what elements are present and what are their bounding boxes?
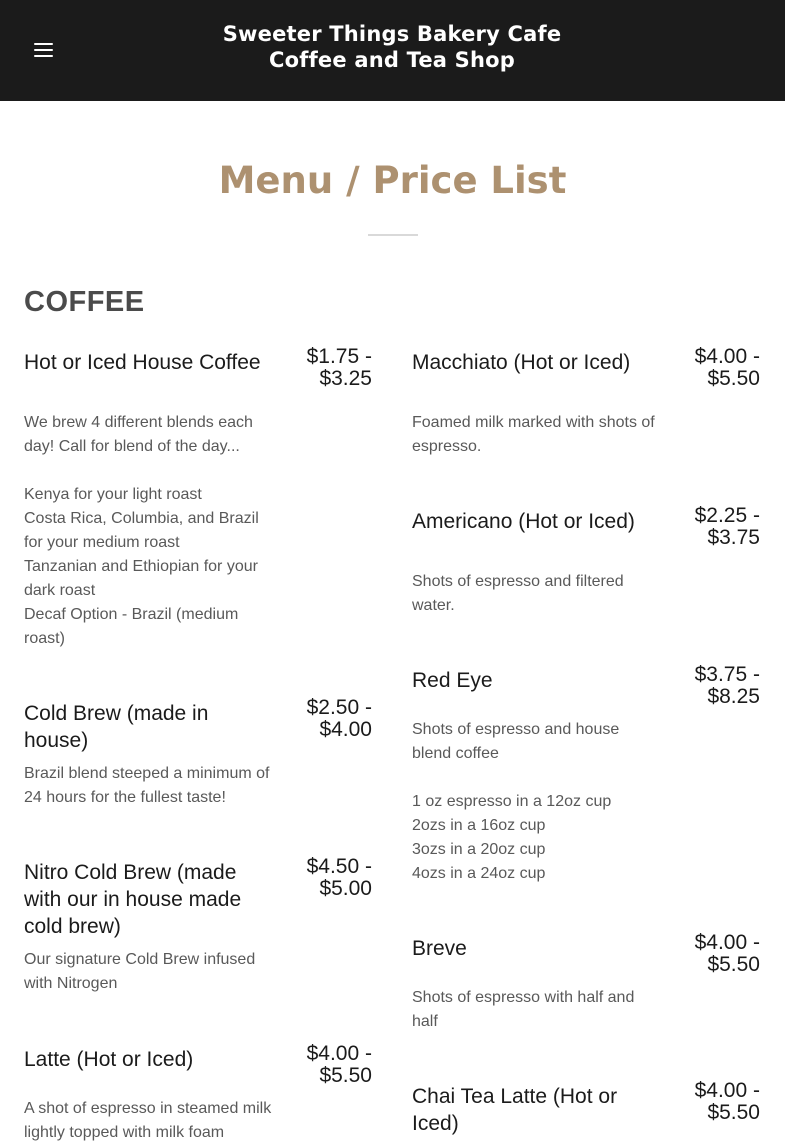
top-navigation-bar bbox=[0, 0, 785, 101]
price-line: $5.50 bbox=[319, 1064, 372, 1087]
menu-item-name: Red Eye bbox=[412, 669, 493, 692]
menu-item-name: Macchiato (Hot or Iced) bbox=[412, 351, 631, 374]
section-title-coffee: COFFEE bbox=[24, 286, 145, 318]
price-line: $5.00 bbox=[319, 877, 372, 900]
menu-item-description bbox=[24, 948, 274, 996]
price-line: $5.50 bbox=[707, 367, 760, 390]
menu-item-name: Cold Brew (made in house) bbox=[24, 702, 209, 752]
desc-line: Our signature Cold Brew infused with Nitrogen bbox=[24, 951, 256, 992]
menu-item-name: Americano (Hot or Iced) bbox=[412, 510, 635, 533]
price-line: $4.00 - bbox=[694, 931, 760, 954]
desc-line: Shots of espresso and house blend coffee bbox=[412, 721, 620, 762]
title-divider bbox=[368, 234, 418, 236]
menu-item-name: Nitro Cold Brew (made with our in house made cold brew) bbox=[24, 861, 242, 938]
menu-item-price bbox=[640, 505, 760, 549]
menu-item-description bbox=[412, 570, 662, 618]
menu-item-name: Breve bbox=[412, 937, 467, 960]
menu-item-price bbox=[252, 697, 372, 741]
page-title: Menu / Price List bbox=[218, 159, 567, 202]
desc-line: 3ozs in a 20oz cup bbox=[412, 841, 546, 858]
desc-line: 4ozs in a 24oz cup bbox=[412, 865, 546, 882]
price-line: $5.50 bbox=[707, 1101, 760, 1124]
menu-item-description bbox=[24, 1097, 274, 1145]
desc-gap bbox=[412, 766, 662, 790]
desc-line: Foamed milk marked with shots of espresso. bbox=[412, 414, 655, 455]
desc-line: We brew 4 different blends each day! Call for blend of the day... bbox=[24, 414, 253, 455]
price-line: $4.00 - bbox=[694, 1079, 760, 1102]
price-line: $3.25 bbox=[319, 367, 372, 390]
menu-item-price bbox=[640, 932, 760, 976]
hamburger-line-icon bbox=[34, 43, 53, 45]
price-line: $5.50 bbox=[707, 953, 760, 976]
desc-line: 1 oz espresso in a 12oz cup bbox=[412, 793, 612, 810]
menu-item-name: Hot or Iced House Coffee bbox=[24, 351, 261, 374]
menu-item-name: Chai Tea Latte (Hot or Iced) bbox=[412, 1085, 618, 1135]
price-line: $1.75 - bbox=[306, 345, 372, 368]
hamburger-line-icon bbox=[34, 49, 53, 51]
desc-line: Costa Rica, Columbia, and Brazil for your medium roast bbox=[24, 510, 259, 551]
desc-line: Kenya for your light roast bbox=[24, 486, 202, 503]
desc-line: A shot of espresso in steamed milk lightly topped with milk foam bbox=[24, 1100, 272, 1141]
site-title[interactable] bbox=[192, 21, 592, 73]
desc-line: 2ozs in a 16oz cup bbox=[412, 817, 546, 834]
price-line: $2.25 - bbox=[694, 504, 760, 527]
menu-item-price bbox=[252, 856, 372, 900]
desc-line: Tanzanian and Ethiopian for your dark roast bbox=[24, 558, 258, 599]
desc-gap bbox=[24, 459, 274, 483]
price-line: $3.75 - bbox=[694, 663, 760, 686]
menu-item-description bbox=[412, 986, 662, 1034]
desc-line: Shots of espresso and filtered water. bbox=[412, 573, 624, 614]
menu-item-price bbox=[640, 346, 760, 390]
site-title-line-2: Coffee and Tea Shop bbox=[269, 48, 515, 72]
desc-line: Shots of espresso with half and half bbox=[412, 989, 635, 1030]
menu-item-price bbox=[640, 1080, 760, 1124]
menu-item-price bbox=[640, 664, 760, 708]
menu-item-description bbox=[24, 762, 274, 810]
desc-line: Brazil blend steeped a minimum of 24 hours for the fullest taste! bbox=[24, 765, 270, 806]
price-line: $2.50 - bbox=[306, 696, 372, 719]
price-line: $4.00 - bbox=[694, 345, 760, 368]
menu-item-description bbox=[412, 411, 662, 459]
price-line: $4.00 bbox=[319, 718, 372, 741]
price-line: $4.00 - bbox=[306, 1042, 372, 1065]
menu-item-name: Latte (Hot or Iced) bbox=[24, 1048, 194, 1071]
menu-item-description bbox=[24, 411, 274, 651]
hamburger-menu-icon[interactable] bbox=[34, 42, 54, 58]
site-title-line-1: Sweeter Things Bakery Cafe bbox=[222, 22, 562, 46]
menu-item-description bbox=[412, 718, 662, 886]
hamburger-line-icon bbox=[34, 55, 53, 57]
price-line: $3.75 bbox=[707, 526, 760, 549]
desc-line: Decaf Option - Brazil (medium roast) bbox=[24, 606, 239, 647]
price-line: $4.50 - bbox=[306, 855, 372, 878]
price-line: $8.25 bbox=[707, 685, 760, 708]
menu-item-price bbox=[252, 1043, 372, 1087]
menu-item-price bbox=[252, 346, 372, 390]
